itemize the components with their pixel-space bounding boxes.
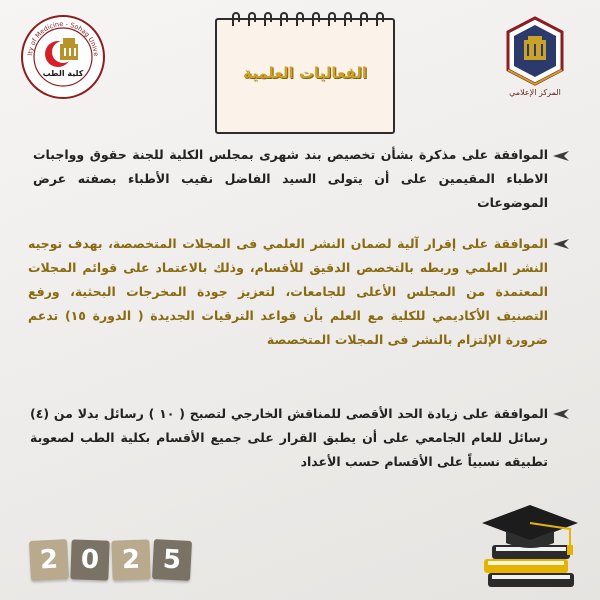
- decision-item-3: الموافقة على زيادة الحد الأقصى للمناقش الخارجي لتصبح ( ١٠ ) رسائل بدلا من (٤) رسائل للعام الجامعي على أن يطبق القرار على جميع الأقسام بكلية الطب لصعوبة تطبيقه نسبياً على الأقسام حسب الأعداد: [30, 406, 548, 469]
- media-center-caption: المركز الإعلامي: [509, 88, 561, 97]
- arrow-bullet-icon: [552, 150, 570, 162]
- notepad-rings-icon: [225, 12, 385, 28]
- arrow-bullet-icon: [552, 408, 570, 420]
- faculty-seal-logo: [20, 14, 106, 100]
- svg-text:Faculty of Medicine - Sohag Un: lty of Medicine - Sohag Unive: [26, 19, 101, 57]
- year-digit: 5: [152, 539, 192, 581]
- title-notepad: [215, 12, 395, 132]
- year-digit: 0: [70, 539, 109, 580]
- page-title: الفعاليات العلمية: [243, 64, 367, 82]
- media-center-logo: [500, 12, 570, 112]
- svg-text:كلية الطب: كلية الطب: [42, 69, 84, 78]
- arrow-bullet-icon: [552, 238, 570, 250]
- decision-item-1: الموافقة على مذكرة بشأن تخصيص بند شهرى بمجلس الكلية للجنة حقوق وواجبات الاطباء المقيمين على أن يتولى السيد الفاضل نقيب الأطباء بصفته عرض الموضوعات: [33, 147, 548, 210]
- notepad-sheet: [215, 18, 395, 134]
- year-digit: 2: [111, 539, 150, 580]
- decision-item-2: الموافقة على إقرار آلية لضمان النشر العلمي فى المجلات المتخصصة، بهدف توجيه النشر العلمي وربطه بالتخصص الدقيق للأقسام، وذلك بالاعتماد على قوائم المجلات المعتمدة من المجلس الأعلى للجامعات، لتعزيز جودة المخرجات البحثية، ورفع التصنيف الأكاديمي للكلية مع العلم بأن قواعد الترقيات الجديدة ( الدورة ١٥) تدعم ضرورة الإلتزام بالنشر فى المجلات المتخصصة: [28, 236, 548, 347]
- year-digit: 2: [29, 539, 69, 581]
- year-tiles: [30, 540, 191, 584]
- graduation-cap-books-icon: [470, 495, 588, 595]
